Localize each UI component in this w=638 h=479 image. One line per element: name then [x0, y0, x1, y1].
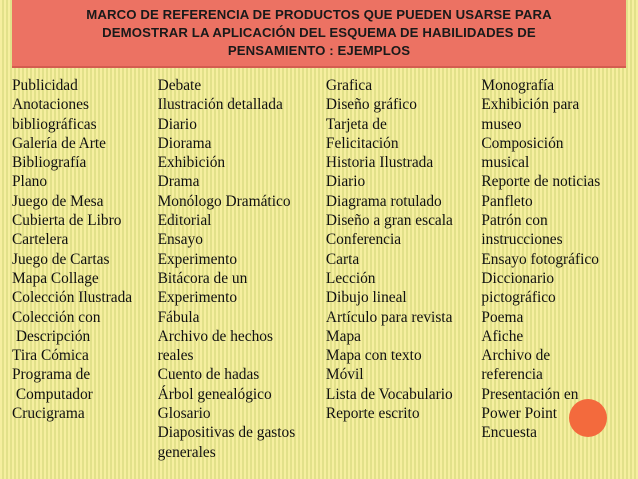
list-item: Tarjeta de	[325, 115, 387, 133]
list-item: Reporte de noticias	[481, 173, 601, 191]
list-item: Presentación en	[481, 385, 579, 403]
list-item: Lista de Vocabulario	[325, 385, 453, 403]
list-item: Diario	[325, 173, 366, 191]
list-item: Patrón con	[481, 212, 548, 230]
list-item: Exhibición	[157, 154, 226, 172]
list-item: Ensayo fotográfico	[481, 250, 599, 268]
list-item: Móvil	[325, 366, 364, 384]
title-banner	[12, 0, 626, 68]
list-item: Colección con	[12, 308, 101, 326]
list-item: Diagrama rotulado	[325, 192, 442, 210]
list-item: Experimento	[157, 289, 238, 307]
list-item: Computador	[12, 385, 93, 403]
list-item: Editorial	[157, 212, 212, 230]
list-item: Experimento	[157, 250, 238, 268]
list-item: Debate	[157, 77, 202, 94]
list-item: reales	[157, 347, 194, 365]
product-examples-table	[12, 76, 624, 462]
title-line: PENSAMIENTO : EJEMPLOS	[227, 43, 411, 58]
list-item: Anotaciones	[12, 96, 89, 114]
list-item: Juego de Mesa	[12, 192, 104, 210]
list-item: Carta	[325, 250, 360, 268]
list-item: Dibujo lineal	[325, 289, 407, 307]
list-item: Galería de Arte	[12, 134, 107, 152]
list-item: Árbol genealógico	[157, 385, 272, 403]
list-item: Diseño a gran escala	[325, 212, 453, 230]
column-3	[326, 76, 481, 462]
list-item: Diario	[157, 115, 197, 133]
list-item: Monografía	[481, 77, 555, 94]
list-item: Diorama	[157, 134, 212, 152]
list-item: Panfleto	[481, 192, 533, 210]
list-item: Programa de	[12, 366, 91, 384]
title-line: MARCO DE REFERENCIA DE PRODUCTOS QUE PUEDEN USARSE PARA	[86, 7, 552, 22]
list-item: Monólogo Dramático	[157, 192, 291, 210]
list-item: Glosario	[157, 405, 211, 423]
list-item: Tira Cómica	[12, 347, 89, 365]
list-item: Drama	[157, 173, 200, 191]
list-item: generales	[157, 443, 216, 461]
list-item: Encuesta	[481, 424, 537, 442]
list-item: Cuento de hadas	[157, 366, 260, 384]
list-item: Ensayo	[157, 231, 203, 249]
list-item: Poema	[481, 308, 524, 326]
list-item: Power Point	[481, 405, 558, 423]
list-item: Mapa	[325, 327, 361, 345]
list-item: Artículo para revista	[325, 308, 453, 326]
column-2	[158, 76, 326, 462]
list-item: pictográfico	[481, 289, 556, 307]
list-item: musical	[481, 154, 530, 172]
list-item: instrucciones	[481, 231, 563, 249]
list-item: Felicitación	[325, 134, 399, 152]
list-item: museo	[481, 115, 522, 133]
list-item: Colección Ilustrada	[12, 289, 133, 307]
list-item: Grafica	[325, 77, 373, 94]
list-item: Cartelera	[12, 231, 69, 249]
list-item: Ilustración detallada	[157, 96, 283, 114]
list-item: Historia Ilustrada	[325, 154, 434, 172]
list-item: Cubierta de Libro	[12, 212, 122, 230]
list-item: Archivo de hechos	[157, 327, 273, 345]
list-item: Composición	[481, 134, 564, 152]
list-item: Juego de Cartas	[12, 250, 110, 268]
list-item: Descripción	[12, 327, 91, 345]
list-item: Exhibición para	[481, 96, 580, 114]
list-item: Bibliografía	[12, 154, 87, 172]
title-line: DEMOSTRAR LA APLICACIÓN DEL ESQUEMA DE HABILIDADES DE	[102, 25, 536, 40]
list-item: Diapositivas de gastos	[157, 424, 296, 442]
list-item: Bitácora de un	[157, 269, 248, 287]
list-item: Plano	[12, 173, 48, 191]
list-item: Lección	[325, 269, 376, 287]
list-item: Conferencia	[325, 231, 402, 249]
list-item: Crucigrama	[12, 405, 85, 423]
list-item: Diseño gráfico	[325, 96, 417, 114]
column-4	[481, 76, 624, 462]
list-item: Mapa con texto	[325, 347, 422, 365]
list-item: Publicidad	[12, 77, 78, 94]
list-item: Diccionario	[481, 269, 555, 287]
list-item: Fábula	[157, 308, 200, 326]
column-1	[12, 76, 158, 462]
list-item: Afiche	[481, 327, 524, 345]
list-item: Archivo de	[481, 347, 551, 365]
list-item: bibliográficas	[12, 115, 97, 133]
list-item: Mapa Collage	[12, 269, 99, 287]
page-title	[39, 6, 599, 60]
list-item: Reporte escrito	[325, 405, 420, 423]
list-item: referencia	[481, 366, 543, 384]
decorative-circle	[569, 399, 607, 437]
